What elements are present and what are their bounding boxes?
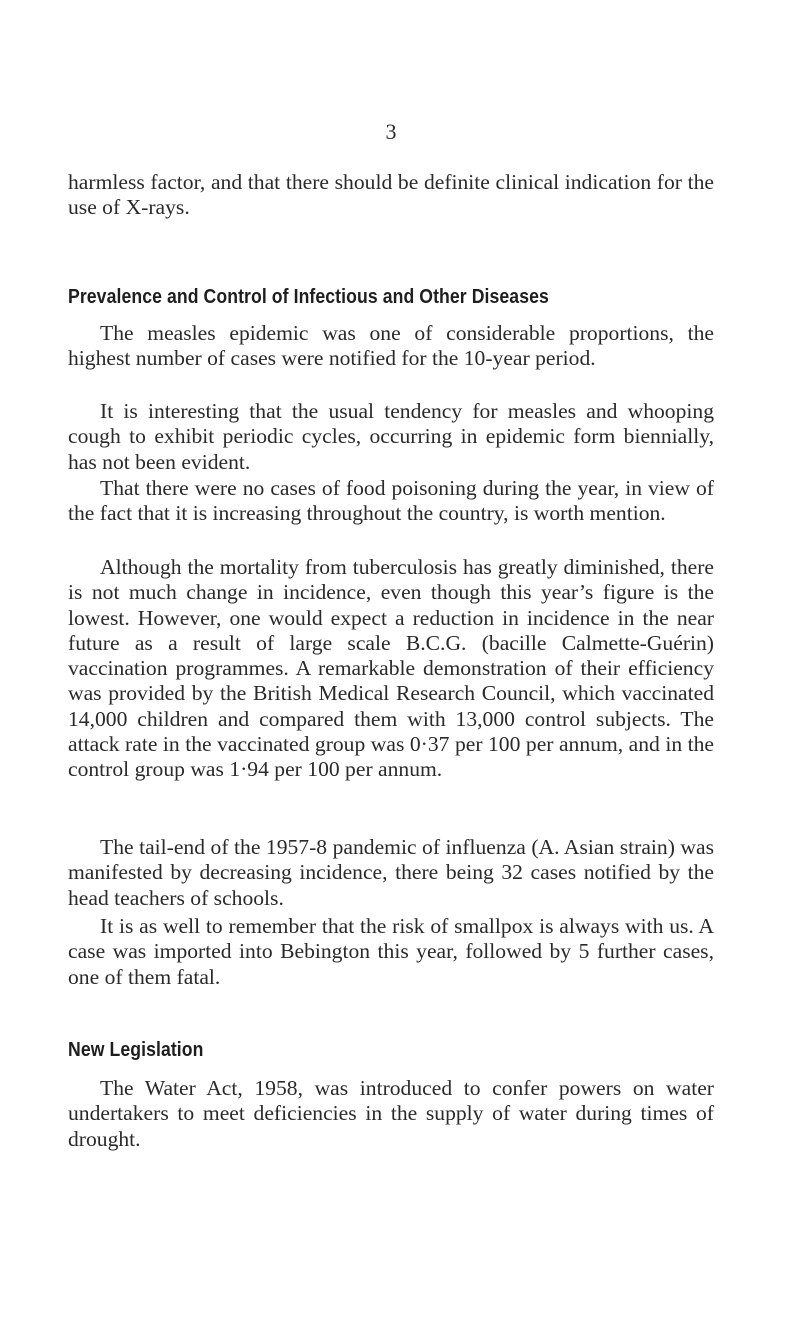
- section-heading-prevalence: Prevalence and Control of Infectious and Other Diseases: [68, 285, 549, 308]
- paragraph-measles: The measles epidemic was one of considerable proportions, the highest number of cases were notified for the 10-year period.: [68, 321, 714, 371]
- paragraph-smallpox: It is as well to remember that the risk of smallpox is always with us. A case was imported into Bebington this year, followed by 5 further cases, one of them fatal.: [68, 914, 714, 989]
- paragraph-cycles: It is interesting that the usual tendency for measles and whooping cough to exhibit periodic cycles, occurring in epidemic form biennially, has not been evident.: [68, 399, 714, 474]
- section-heading-new-legislation: New Legislation: [68, 1038, 204, 1061]
- paragraph-intro: harmless factor, and that there should be definite clinical indication for the use of X-rays.: [68, 170, 714, 220]
- page-number: 3: [385, 119, 397, 144]
- paragraph-food-poisoning: That there were no cases of food poisoning during the year, in view of the fact that it is increasing throughout the country, is worth mention.: [68, 476, 714, 526]
- paragraph-water-act: The Water Act, 1958, was introduced to confer powers on water undertakers to meet deficiencies in the supply of water during times of drought.: [68, 1076, 714, 1151]
- paragraph-influenza: The tail-end of the 1957-8 pandemic of influenza (A. Asian strain) was manifested by decreasing incidence, there being 32 cases notified by the head teachers of schools.: [68, 835, 714, 910]
- paragraph-tuberculosis: Although the mortality from tuberculosis has greatly diminished, there is not much change in incidence, even though this year’s figure is the lowest. However, one would expect a reduction in incidence in the near future as a result of large scale B.C.G. (bacille Calmette-Guérin) vaccination programmes. A remarkable demonstration of their efficiency was provided by the British Medical Research Council, which vaccinated 14,000 children and compared them with 13,000 control subjects. The attack rate in the vaccinated group was 0·37 per 100 per annum, and in the control group was 1·94 per 100 per annum.: [68, 555, 714, 782]
